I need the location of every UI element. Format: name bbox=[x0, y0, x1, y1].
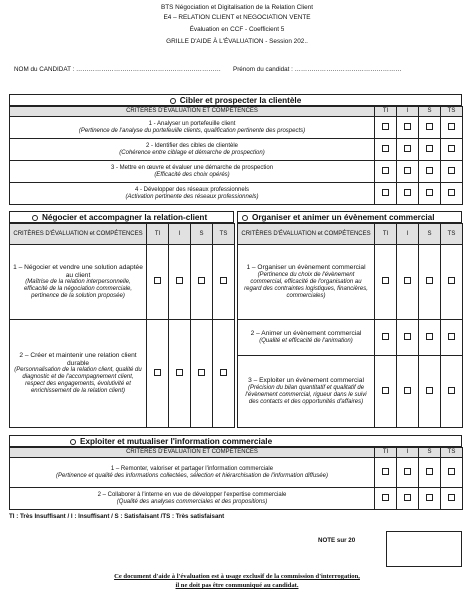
criterion-detail: (Personnalisation de la relation client, qualité du diagnostic et de l'accompagnement client, respect des engagements, évolutivité et enrichissement de la relation client) bbox=[14, 366, 142, 394]
table-row bbox=[10, 183, 463, 205]
footer-line-2: il ne doit pas être communiqué au candidat. bbox=[175, 582, 299, 589]
radio-circle-icon bbox=[32, 215, 38, 221]
criteria-header: CRITÈRES D'ÉVALUATION et COMPÉTENCES bbox=[238, 224, 375, 245]
scale-ts: TS bbox=[441, 224, 463, 245]
criterion-cell bbox=[10, 488, 375, 510]
candidate-firstname-field[interactable]: Prénom du candidat : …………………………………………… bbox=[233, 66, 402, 73]
scale-ti: TI bbox=[147, 224, 169, 245]
checkbox-s[interactable] bbox=[426, 494, 433, 501]
section-1-header-row bbox=[10, 107, 463, 117]
table-row bbox=[10, 161, 463, 183]
checkbox-i[interactable] bbox=[176, 369, 183, 376]
criteria-header: CRITÈRES D'ÉVALUATION et COMPÉTENCES bbox=[10, 224, 147, 245]
rating-legend: TI : Très Insuffisant / I : Insuffisant / S : Satisfaisant /TS : Très satisfaisant bbox=[9, 513, 225, 520]
criterion-detail: (Qualité et efficacité de l'animation) bbox=[259, 337, 353, 344]
table-row bbox=[10, 458, 463, 488]
criterion-label: 1 – Négocier et vendre une solution adaptée au client bbox=[13, 264, 143, 279]
section-1-title: Cibler et prospecter la clientèle bbox=[9, 94, 462, 106]
checkbox-ts[interactable] bbox=[448, 189, 455, 196]
section-3-title: Organiser et animer un évènement commercial bbox=[237, 211, 462, 223]
criterion-label: 1 - Analyser un portefeuille client bbox=[148, 120, 236, 127]
checkbox-ti[interactable] bbox=[382, 494, 389, 501]
criterion-label: 4 - Développer des réseaux professionnels bbox=[134, 186, 250, 193]
checkbox-s[interactable] bbox=[426, 167, 433, 174]
criterion-label: 3 - Mettre en œuvre et évaluer une démarche de prospection bbox=[110, 164, 274, 171]
scale-s: S bbox=[419, 224, 441, 245]
criterion-detail: (Activation pertinente des réseaux professionnels) bbox=[125, 193, 259, 200]
checkbox-i[interactable] bbox=[404, 387, 411, 394]
criteria-header: CRITÈRES D'ÉVALUATION ET COMPÉTENCES bbox=[10, 107, 375, 117]
checkbox-ti[interactable] bbox=[382, 333, 389, 340]
criterion-cell bbox=[10, 139, 375, 161]
table-row bbox=[238, 356, 463, 428]
scale-ts: TS bbox=[441, 107, 463, 117]
checkbox-ts[interactable] bbox=[448, 494, 455, 501]
section-4-title: Exploiter et mutualiser l'information commerciale bbox=[9, 435, 462, 447]
checkbox-i[interactable] bbox=[404, 468, 411, 475]
checkbox-s[interactable] bbox=[426, 387, 433, 394]
section-3-header-row bbox=[238, 224, 463, 245]
checkbox-ts[interactable] bbox=[448, 387, 455, 394]
criterion-detail: (Pertinence du choix de l'évènement commercial, efficacité de l'organisation au regard des contraintes logistiques, financières, commerciales) bbox=[244, 271, 368, 299]
header-line-3: Évaluation en CCF - Coefficient 5 bbox=[189, 26, 285, 33]
checkbox-s[interactable] bbox=[426, 123, 433, 130]
checkbox-ti[interactable] bbox=[382, 387, 389, 394]
note-input-box[interactable] bbox=[386, 531, 462, 567]
section-2-table bbox=[9, 223, 235, 428]
checkbox-s[interactable] bbox=[426, 277, 433, 284]
scale-ti: TI bbox=[375, 448, 397, 458]
section-1-table bbox=[9, 106, 463, 205]
criterion-cell bbox=[10, 245, 147, 320]
scale-ts: TS bbox=[441, 448, 463, 458]
criterion-detail: (Précision du bilan quantitatif et qualitatif de l'évènement commercial, rigueur dans le suivi des contacts et des opportunités d'affaires) bbox=[245, 384, 367, 405]
scale-s: S bbox=[419, 448, 441, 458]
criterion-cell bbox=[10, 161, 375, 183]
checkbox-i[interactable] bbox=[404, 145, 411, 152]
checkbox-i[interactable] bbox=[404, 167, 411, 174]
checkbox-ti[interactable] bbox=[382, 277, 389, 284]
scale-ti: TI bbox=[375, 107, 397, 117]
table-row bbox=[10, 488, 463, 510]
checkbox-i[interactable] bbox=[404, 494, 411, 501]
checkbox-ts[interactable] bbox=[448, 277, 455, 284]
scale-ti: TI bbox=[375, 224, 397, 245]
criterion-cell bbox=[10, 320, 147, 428]
checkbox-ts[interactable] bbox=[220, 369, 227, 376]
table-row bbox=[238, 320, 463, 356]
checkbox-ti[interactable] bbox=[382, 145, 389, 152]
header-line-4: GRILLE D'AIDE À L'ÉVALUATION - Session 202.. bbox=[166, 38, 308, 45]
checkbox-s[interactable] bbox=[198, 369, 205, 376]
checkbox-s[interactable] bbox=[198, 277, 205, 284]
table-row bbox=[238, 245, 463, 320]
section-2-title: Négocier et accompagner la relation-client bbox=[9, 211, 234, 223]
section-3-table bbox=[237, 223, 463, 428]
scale-i: I bbox=[397, 448, 419, 458]
checkbox-ti[interactable] bbox=[154, 369, 161, 376]
scale-ts: TS bbox=[213, 224, 235, 245]
table-row bbox=[10, 117, 463, 139]
checkbox-ti[interactable] bbox=[382, 189, 389, 196]
criterion-cell bbox=[238, 245, 375, 320]
section-4-header-row bbox=[10, 448, 463, 458]
checkbox-i[interactable] bbox=[176, 277, 183, 284]
criterion-cell bbox=[10, 458, 375, 488]
checkbox-i[interactable] bbox=[404, 277, 411, 284]
table-row bbox=[10, 320, 235, 428]
scale-s: S bbox=[191, 224, 213, 245]
criteria-header: CRITÈRES D'ÉVALUATION ET COMPÉTENCES bbox=[10, 448, 375, 458]
criterion-detail: (Maîtrise de la relation interpersonnelle, efficacité de la négociation commerciale, pertinence de la solution proposée) bbox=[23, 278, 133, 299]
scale-i: I bbox=[397, 107, 419, 117]
scale-i: I bbox=[397, 224, 419, 245]
checkbox-ts[interactable] bbox=[448, 123, 455, 130]
checkbox-ti[interactable] bbox=[382, 123, 389, 130]
criterion-label: 2 - Identifier des cibles de clientèle bbox=[145, 142, 239, 149]
criterion-detail: (Efficacité des choix opérés) bbox=[154, 171, 230, 178]
criterion-detail: (Pertinence et qualité des informations collectées, sélection et hiérarchisation de l'information diffusée) bbox=[56, 472, 328, 479]
radio-circle-icon bbox=[242, 215, 248, 221]
checkbox-i[interactable] bbox=[404, 333, 411, 340]
table-row bbox=[10, 245, 235, 320]
footer-line-1: Ce document d'aide à l'évaluation est à usage exclusif de la commission d'interrogation, bbox=[114, 573, 360, 580]
header-line-1: BTS Négociation et Digitalisation de la Relation Client bbox=[160, 4, 314, 11]
checkbox-s[interactable] bbox=[426, 145, 433, 152]
checkbox-ti[interactable] bbox=[154, 277, 161, 284]
checkbox-s[interactable] bbox=[426, 189, 433, 196]
criterion-label: 1 – Remonter, valoriser et partager l'information commerciale bbox=[110, 465, 274, 472]
checkbox-ts[interactable] bbox=[448, 468, 455, 475]
criterion-detail: (Pertinence de l'analyse du portefeuille clients, qualification pertinente des prospects) bbox=[78, 127, 306, 134]
criterion-cell bbox=[238, 320, 375, 356]
scale-s: S bbox=[419, 107, 441, 117]
scale-i: I bbox=[169, 224, 191, 245]
checkbox-s[interactable] bbox=[426, 333, 433, 340]
checkbox-ti[interactable] bbox=[382, 167, 389, 174]
note-label: NOTE sur 20 bbox=[318, 537, 356, 544]
criterion-cell bbox=[10, 117, 375, 139]
criterion-label: 2 – Animer un évènement commercial bbox=[250, 330, 362, 338]
table-row bbox=[10, 139, 463, 161]
criterion-cell bbox=[10, 183, 375, 205]
criterion-label: 2 – Collaborer à l'interne en vue de développer l'expertise commerciale bbox=[97, 491, 287, 498]
header-line-2: E4 – RELATION CLIENT et NEGOCIATION VENTE bbox=[163, 14, 311, 21]
radio-circle-icon bbox=[70, 439, 76, 445]
criterion-cell bbox=[238, 356, 375, 428]
checkbox-i[interactable] bbox=[404, 123, 411, 130]
radio-circle-icon bbox=[170, 98, 176, 104]
section-4-table bbox=[9, 447, 463, 510]
criterion-detail: (Qualité des analyses commerciales et des propositions) bbox=[116, 498, 268, 505]
section-2-header-row bbox=[10, 224, 235, 245]
checkbox-s[interactable] bbox=[426, 468, 433, 475]
criterion-label: 2 – Créer et maintenir une relation client durable bbox=[19, 352, 137, 367]
criterion-detail: (Cohérence entre ciblage et démarche de prospection) bbox=[119, 149, 265, 156]
checkbox-i[interactable] bbox=[404, 189, 411, 196]
checkbox-ts[interactable] bbox=[448, 333, 455, 340]
criterion-label: 1 – Organiser un évènement commercial bbox=[246, 264, 366, 272]
criterion-label: 3 – Exploiter un évènement commercial bbox=[248, 377, 364, 385]
checkbox-ts[interactable] bbox=[220, 277, 227, 284]
checkbox-ti[interactable] bbox=[382, 468, 389, 475]
checkbox-ts[interactable] bbox=[448, 167, 455, 174]
candidate-name-field[interactable]: NOM du CANDIDAT : …………………………………………………………… bbox=[14, 66, 221, 73]
checkbox-ts[interactable] bbox=[448, 145, 455, 152]
